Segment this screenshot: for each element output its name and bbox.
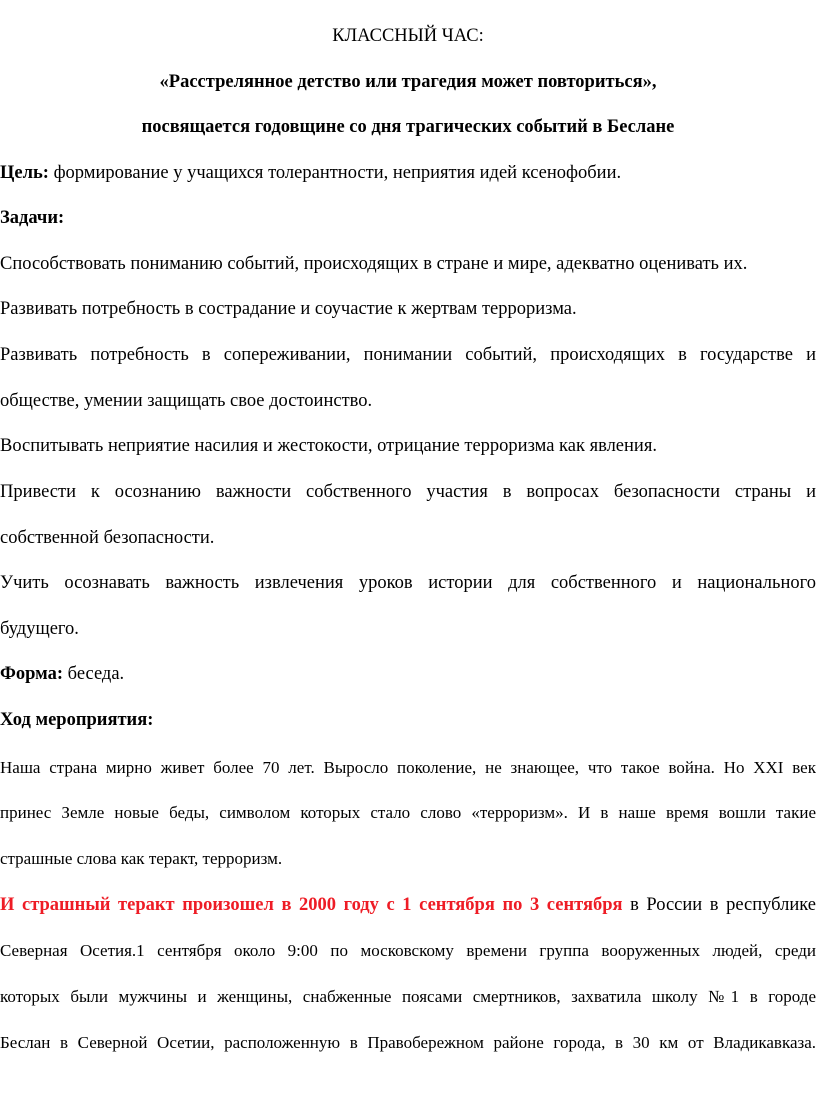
final-line: которых были мужчины и женщины, снабженные поясами смертников, захватила школу №1 в городе bbox=[0, 987, 816, 1006]
story-line: принес Земле новые беды, символом которых стало слово «терроризм». И в наше время вошли такие bbox=[0, 803, 816, 822]
task-line: Учить осознавать важность извлечения уроков истории для собственного и национального bbox=[0, 573, 816, 593]
task-line: обществе, умении защищать свое достоинство. bbox=[0, 391, 373, 411]
document-title-line-2: посвящается годовщине со дня трагических событий в Беслане bbox=[141, 117, 675, 137]
form-paragraph bbox=[0, 662, 816, 686]
highlight-rest-text: в России в республике bbox=[622, 895, 816, 915]
final-line: Северная Осетия.1 сентября около 9:00 по московскому времени группа вооруженных людей, среди bbox=[0, 941, 816, 960]
task-line: собственной безопасности. bbox=[0, 528, 215, 548]
task-line: будущего. bbox=[0, 619, 79, 639]
task-line: Способствовать пониманию событий, происходящих в стране и мире, адекватно оценивать их. bbox=[0, 254, 748, 274]
goal-label: Цель: bbox=[0, 163, 49, 183]
goal-text: формирование у учащихся толерантности, неприятия идей ксенофобии. bbox=[48, 163, 622, 183]
tasks-label: Задачи: bbox=[0, 208, 65, 228]
form-label: Форма: bbox=[0, 664, 64, 684]
course-label: Ход мероприятия: bbox=[0, 710, 154, 730]
highlight-paragraph bbox=[0, 893, 816, 917]
document-header: КЛАССНЫЙ ЧАС: bbox=[332, 26, 484, 46]
form-text: беседа. bbox=[63, 664, 125, 684]
task-line: Воспитывать неприятие насилия и жестокости, отрицание терроризма как явления. bbox=[0, 436, 657, 456]
goal-paragraph bbox=[0, 161, 816, 185]
task-line: Привести к осознанию важности собственного участия в вопросах безопасности страны и bbox=[0, 482, 816, 502]
story-line: Наша страна мирно живет более 70 лет. Выросло поколение, не знающее, что такое война. Но XXI век bbox=[0, 758, 816, 777]
story-line: страшные слова как теракт, терроризм. bbox=[0, 849, 283, 868]
task-line: Развивать потребность в сострадание и соучастие к жертвам терроризма. bbox=[0, 299, 577, 319]
final-line: Беслан в Северной Осетии, расположенную в Правобережном районе города, в 30 км от Владикавказа. bbox=[0, 1033, 816, 1052]
task-line: Развивать потребность в сопереживании, понимании событий, происходящих в государстве и bbox=[0, 345, 816, 365]
highlight-red-text: И страшный теракт произошел в 2000 году с 1 сентября по 3 сентября bbox=[0, 895, 623, 915]
document-title-line-1: «Расстрелянное детство или трагедия может повториться», bbox=[159, 72, 657, 92]
